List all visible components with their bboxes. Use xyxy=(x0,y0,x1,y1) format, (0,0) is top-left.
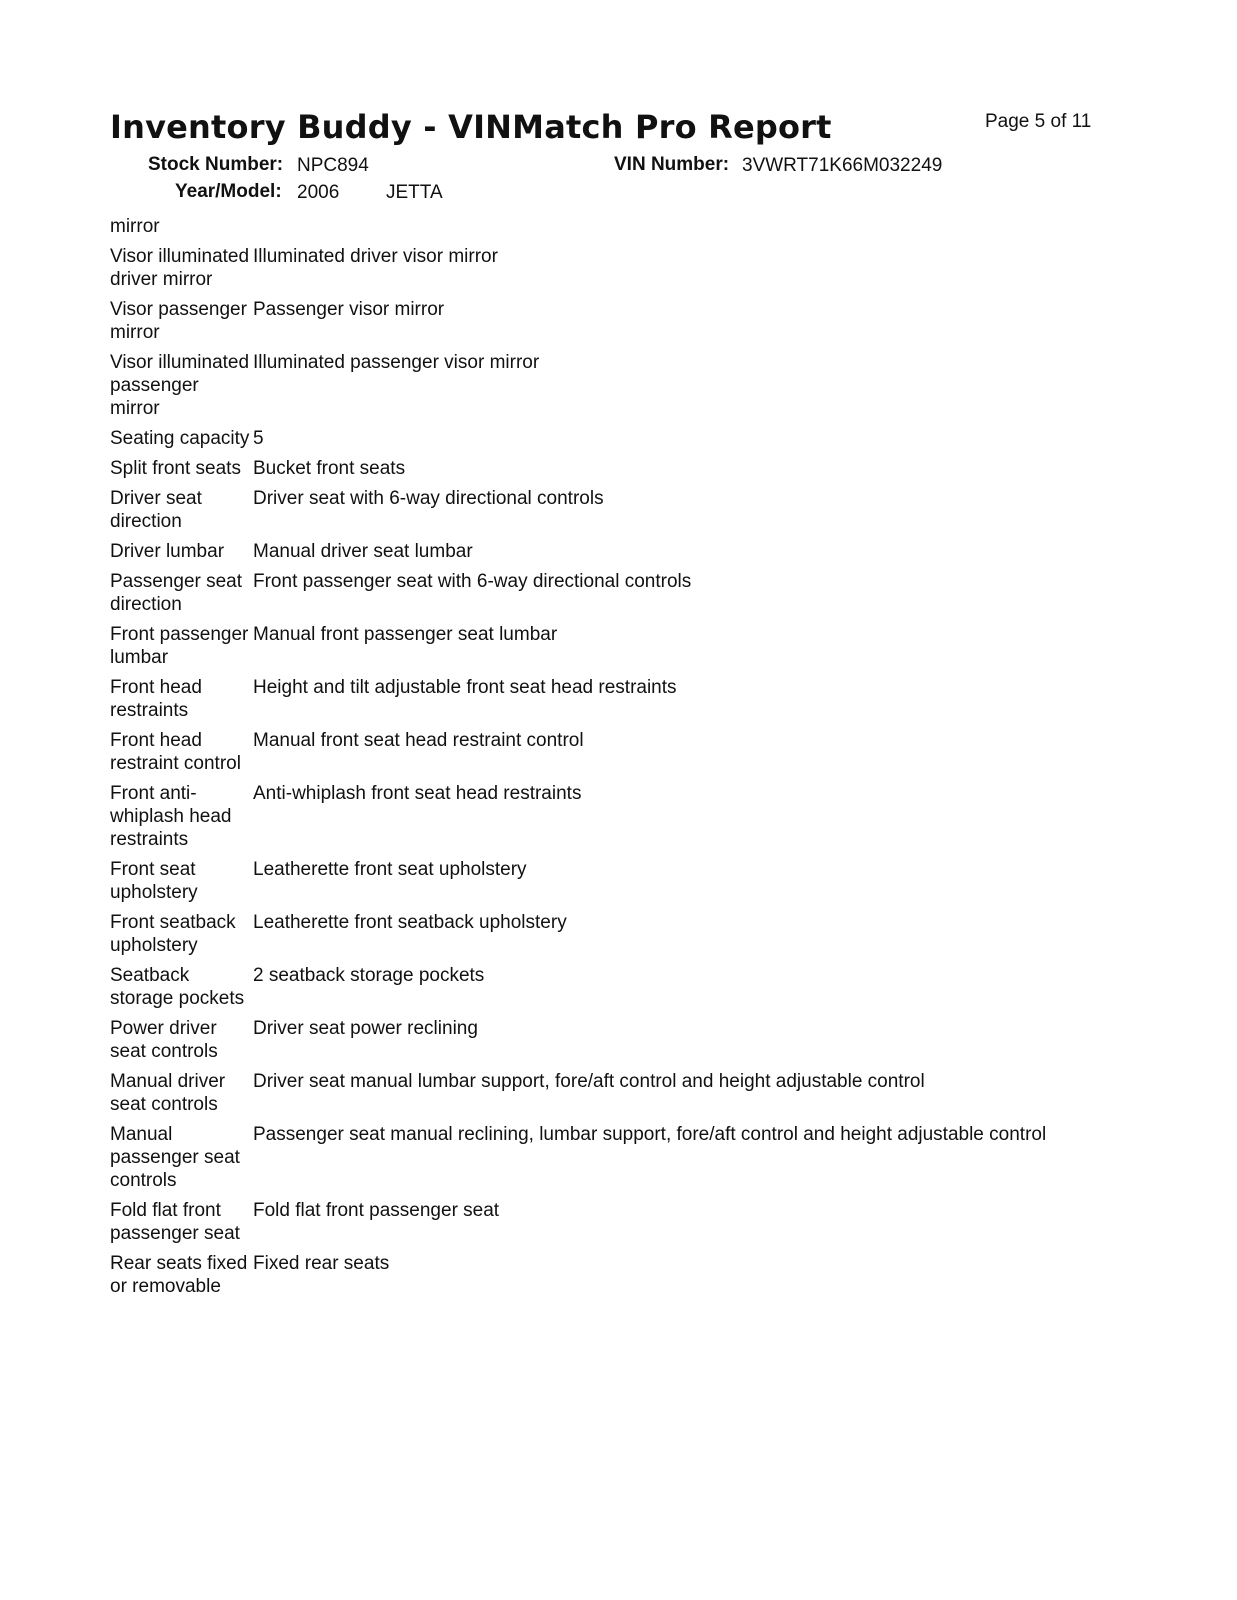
year-value: 2006 xyxy=(297,182,340,203)
year-model-label: Year/Model: xyxy=(175,181,282,202)
spec-feature-value: Height and tilt adjustable front seat head restraints xyxy=(253,677,677,698)
spec-feature-value: Passenger seat manual reclining, lumbar support, fore/aft control and height adjustable control xyxy=(253,1124,1047,1145)
spec-feature-value: 5 xyxy=(253,428,264,449)
spec-feature-name: Fold flat front passenger seat xyxy=(110,1200,240,1244)
stock-number-value: NPC894 xyxy=(297,155,369,176)
spec-feature-value: Fold flat front passenger seat xyxy=(253,1200,500,1221)
spec-row xyxy=(110,245,1046,298)
spec-feature-name: Seatback storage pockets xyxy=(110,965,245,1009)
spec-feature-name: Visor illuminated driver mirror xyxy=(110,246,250,290)
spec-feature-value: Illuminated driver visor mirror xyxy=(253,246,498,267)
spec-row xyxy=(110,457,1046,487)
spec-feature-name: Front seat upholstery xyxy=(110,859,198,903)
spec-feature-name: Front anti-whiplash head restraints xyxy=(110,783,232,850)
spec-feature-name: Front seatback upholstery xyxy=(110,912,236,956)
spec-feature-value: Passenger visor mirror xyxy=(253,299,445,320)
page-number: Page 5 of 11 xyxy=(985,111,1092,132)
spec-row xyxy=(110,1070,1046,1123)
spec-feature-value: Leatherette front seat upholstery xyxy=(253,859,527,880)
spec-feature-value: Manual front seat head restraint control xyxy=(253,730,584,751)
spec-feature-name: Visor passenger mirror xyxy=(110,299,247,343)
spec-feature-name: Front head restraint control xyxy=(110,730,241,774)
spec-feature-value: Driver seat with 6-way directional controls xyxy=(253,488,604,509)
spec-row xyxy=(110,729,1046,782)
spec-row xyxy=(110,298,1046,351)
spec-feature-value: Illuminated passenger visor mirror xyxy=(253,352,540,373)
vin-number-label: VIN Number: xyxy=(614,154,730,175)
spec-row xyxy=(110,858,1046,911)
spec-feature-name: Visor illuminated passenger mirror xyxy=(110,352,250,419)
spec-feature-name: Front head restraints xyxy=(110,677,202,721)
spec-feature-value: Fixed rear seats xyxy=(253,1253,390,1274)
spec-row xyxy=(110,1252,1046,1305)
spec-feature-name: Passenger seat direction xyxy=(110,571,243,615)
spec-feature-value: Anti-whiplash front seat head restraints xyxy=(253,783,582,804)
spec-feature-name: Driver seat direction xyxy=(110,488,202,532)
spec-feature-name: Driver lumbar xyxy=(110,541,225,562)
vin-number-value: 3VWRT71K66M032249 xyxy=(742,155,943,176)
spec-row xyxy=(110,911,1046,964)
spec-row xyxy=(110,427,1046,457)
continued-fragment: mirror xyxy=(110,216,160,237)
spec-table xyxy=(110,215,1046,1305)
spec-feature-value: 2 seatback storage pockets xyxy=(253,965,485,986)
spec-row xyxy=(110,487,1046,540)
spec-row xyxy=(110,1199,1046,1252)
spec-feature-name: Split front seats xyxy=(110,458,241,479)
spec-feature-name: Power driver seat controls xyxy=(110,1018,218,1062)
spec-list xyxy=(110,215,1120,1305)
spec-feature-value: Front passenger seat with 6-way directional controls xyxy=(253,571,692,592)
spec-feature-name: Manual passenger seat controls xyxy=(110,1124,240,1191)
spec-row xyxy=(110,676,1046,729)
spec-feature-value: Driver seat manual lumbar support, fore/aft control and height adjustable control xyxy=(253,1071,925,1092)
spec-feature-value: Bucket front seats xyxy=(253,458,406,479)
spec-feature-value: Manual driver seat lumbar xyxy=(253,541,473,562)
spec-row xyxy=(110,540,1046,570)
spec-row xyxy=(110,1123,1046,1199)
spec-feature-name: Seating capacity xyxy=(110,428,250,449)
continued-row xyxy=(110,215,1046,245)
spec-row xyxy=(110,964,1046,1017)
report-title: Inventory Buddy - VINMatch Pro Report xyxy=(110,108,832,146)
spec-feature-value: Manual front passenger seat lumbar xyxy=(253,624,558,645)
spec-feature-name: Manual driver seat controls xyxy=(110,1071,226,1115)
model-value: JETTA xyxy=(386,182,443,203)
spec-feature-value: Driver seat power reclining xyxy=(253,1018,478,1039)
stock-number-label: Stock Number: xyxy=(148,154,284,175)
spec-feature-value: Leatherette front seatback upholstery xyxy=(253,912,567,933)
spec-row xyxy=(110,1017,1046,1070)
spec-feature-name: Rear seats fixed or removable xyxy=(110,1253,248,1297)
spec-feature-name: Front passenger lumbar xyxy=(110,624,249,668)
spec-row xyxy=(110,351,1046,427)
spec-row xyxy=(110,570,1046,623)
spec-row xyxy=(110,623,1046,676)
spec-row xyxy=(110,782,1046,858)
